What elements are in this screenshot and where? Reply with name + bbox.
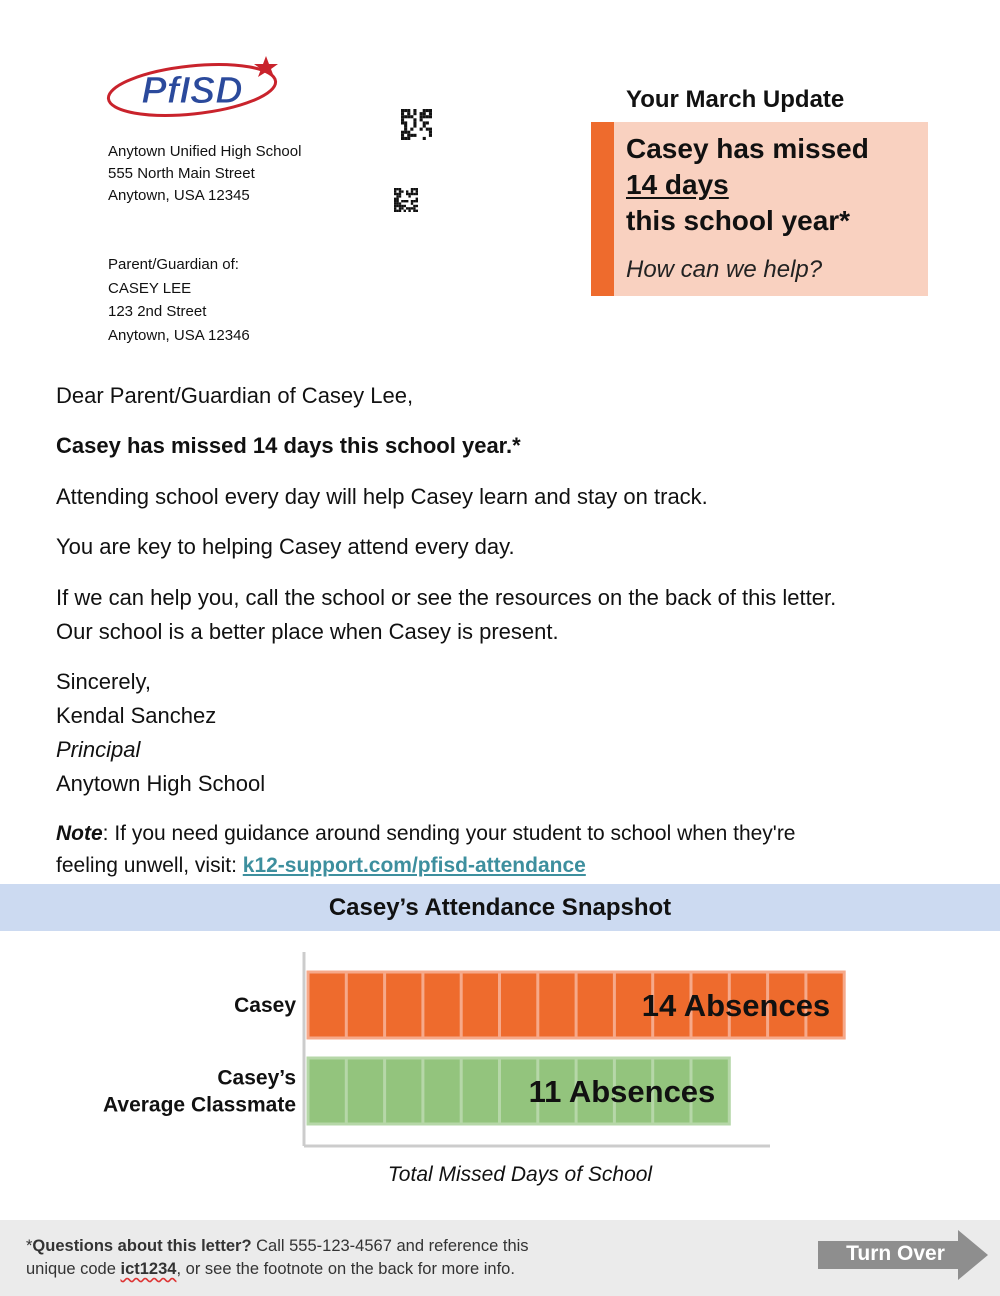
signer-org: Anytown High School	[56, 771, 266, 796]
signer-name: Kendal Sanchez	[56, 703, 217, 728]
paragraph-1: Attending school every day will help Casey learn and stay on track.	[56, 484, 708, 509]
chart-data-label-1: 14 Absences	[641, 988, 831, 1023]
snapshot-title: Casey’s Attendance Snapshot	[0, 884, 1000, 931]
turn-over-button[interactable]	[818, 1230, 988, 1280]
paragraph-3	[56, 581, 836, 649]
recipient-city: Anytown, USA 12346	[108, 326, 250, 344]
signer-title: Principal	[56, 737, 141, 762]
update-box	[591, 122, 928, 296]
footer-text	[26, 1235, 529, 1281]
unique-code: ict1234	[120, 1260, 177, 1278]
update-line-1: Casey has missed	[626, 133, 869, 164]
recipient-name: CASEY LEE	[108, 279, 192, 297]
footer-question: Questions about this letter?	[32, 1237, 252, 1255]
update-line-3: this school year*	[626, 205, 851, 236]
school-city: Anytown, USA 12345	[108, 187, 250, 204]
paragraph-3-line-1: If we can help you, call the school or see the resources on the back of this letter.	[56, 585, 837, 610]
footer-star: *	[26, 1237, 33, 1255]
update-accent-bar	[591, 122, 614, 296]
footer-call: Call 555-123-4567 and reference this	[251, 1237, 529, 1255]
closing: Sincerely,	[56, 669, 151, 694]
attendance-link[interactable]: k12-support.com/pfisd-attendance	[242, 854, 586, 877]
qr-code-icon	[394, 188, 418, 212]
recipient-label: Parent/Guardian of:	[108, 256, 239, 273]
signature-block	[56, 665, 265, 801]
attendance-chart	[0, 940, 1000, 1200]
school-name: Anytown Unified High School	[108, 143, 302, 160]
note-text-2: feeling unwell, visit:	[56, 854, 243, 877]
chart-data-label-2: 11 Absences	[528, 1074, 716, 1109]
qr-code-icon	[401, 109, 432, 140]
chart-category-label: Casey’s	[217, 1066, 296, 1090]
chart-category-label: Casey	[234, 994, 296, 1017]
paragraph-2: You are key to helping Casey attend every day.	[56, 534, 515, 559]
note-text-1: : If you need guidance around sending your student to school when they're	[102, 822, 796, 845]
school-street: 555 North Main Street	[108, 165, 255, 182]
school-address	[108, 141, 301, 207]
note-label: Note	[56, 822, 103, 845]
paragraph-3-line-2: Our school is a better place when Casey is present.	[56, 619, 559, 644]
update-help: How can we help?	[626, 256, 823, 283]
update-days: 14 days	[626, 169, 729, 200]
greeting: Dear Parent/Guardian of Casey Lee,	[56, 383, 414, 408]
recipient-address	[108, 253, 250, 347]
chart-category-label: Average Classmate	[103, 1093, 296, 1117]
star-icon	[254, 56, 278, 77]
pfisd-logo	[104, 52, 284, 118]
note	[56, 818, 796, 882]
chart-x-axis-label: Total Missed Days of School	[387, 1163, 653, 1186]
turn-over-label: Turn Over	[846, 1242, 945, 1265]
recipient-street: 123 2nd Street	[108, 303, 207, 320]
footer	[0, 1220, 1000, 1296]
logo-text: PfISD	[141, 70, 243, 112]
footer-code-prefix: unique code	[26, 1260, 121, 1278]
update-title: Your March Update	[626, 86, 845, 113]
footer-more-info: , or see the footnote on the back for more info.	[176, 1260, 515, 1278]
missed-days-statement: Casey has missed 14 days this school year.*	[56, 433, 521, 458]
